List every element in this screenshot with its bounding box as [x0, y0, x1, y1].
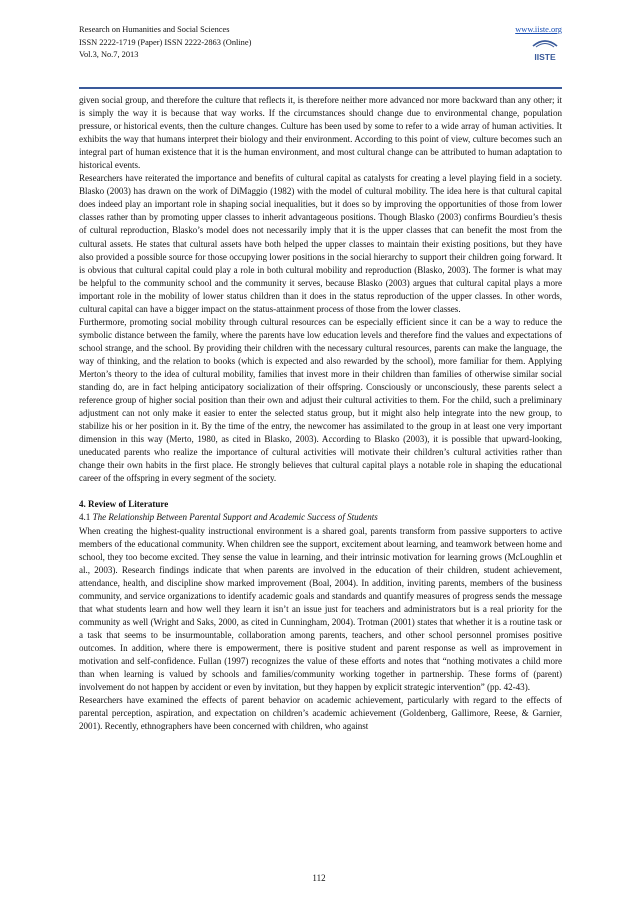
page-body	[79, 94, 562, 733]
paragraph-cultural-capital: Researchers have reiterated the importance and benefits of cultural capital as catalysts for creating a level playing field in a society. Blasko (2003) has drawn on the work of DiMaggio (1982) with the model of cultural mobility. The idea here is that cultural capital does indeed play an important role in shaping social inequalities, but it does so by improving the opportunities of those from lower classes rather than by promoting upper classes to inherit advantageous positions. Though Blasko (2003) confirms Bourdieu’s thesis of cultural reproduction, Blasko’s model does not necessarily imply that it is the upper classes that can benefit the most from the cultural assets. He states that cultural assets have both helped the upper classes to maintain their existing positions, but they have also provided a possible source for those occupying lower positions in the social hierarchy to support their children going forward. It is obvious that cultural capital could play a role in both cultural mobility and reproduction (Blasko, 2003). The former is what may be helpful to the community school and the community it serves, because Blasko (2003) argues that cultural capital plays a more important role in the mobility of lower status children than it does in the status reproduction of the upper classes. In other words, cultural capital can have a bigger impact on the status-attainment process of those from the lower classes.	[79, 173, 562, 314]
subsection-title: The Relationship Between Parental Support and Academic Success of Students	[92, 512, 378, 523]
paragraph-culture: given social group, and therefore the culture that reflects it, is therefore neither more advanced nor more backward than any other; it is simply the way it is because that way works. If the circumstances should change due to environmental change, population pressure, or historical events, then the culture changes. Culture has been used by some to refer to a wide array of human activities. It exhibits the way that humans interpret their biology and their environment. According to this point of view, culture becomes such an integral part of human existence that it is the human environment, and most cultural change can be attributed to human adaptation to historical events.	[79, 95, 562, 171]
journal-title: Research on Humanities and Social Sciences	[79, 25, 230, 34]
journal-url-link[interactable]: www.iiste.org	[515, 25, 562, 34]
logo-text: IISTE	[534, 52, 556, 62]
subsection-heading	[79, 511, 562, 524]
page-header	[79, 24, 562, 94]
iiste-logo-icon	[530, 38, 560, 64]
paragraph-social-mobility: Furthermore, promoting social mobility through cultural resources can be especially efficient since it can be a way to reduce the symbolic distance between the family, where the parents have low education levels and therefore find the values and expectations of school strange, and the school. By providing their children with the necessary cultural resources, parents can make the language, the way of thinking, and the relation to books (which is expected and also rewarded by the school), more familiar for them. Applying Merton’s theory to the idea of cultural mobility, families that invest more in their children than families of otherwise similar social standing do, are in fact helping anticipatory socialization of their offspring. Consciously or unconsciously, these parents select a reference group of higher social position than their own and adjust their cultural activities to them. For the child, such a preliminary adjustment can not only make it easier to enter the selected status group, but it might also help integrate into the new group, to stabilize his or her position in it. By the time of the entry, the newcomer has assimilated to the group in at least one very important dimension in this way (Merto, 1980, as cited in Blasko, 2003). According to Blasko (2003), it is possible that upward-looking, uneducated parents who realize the importance of cultural activities will motivate their children’s cultural activities rather than change their own habits in the first place. He strongly believes that cultural capital plays a notable role in shaping the educational career of the offspring in every segment of the society.	[79, 316, 562, 484]
page-number: 112	[312, 873, 326, 883]
paragraph-parent-behavior: Researchers have examined the effects of parent behavior on academic achievement, particularly with regard to the effects of parental perception, aspiration, and expectation on children’s academic achievement (Goldenberg, Gallimore, Reese, & Garnier, 2001). Recently, ethnographers have been concerned with children, who against	[79, 695, 562, 732]
paragraph-parental-support: When creating the highest-quality instructional environment is a shared goal, parents transform from passive supporters to active members of the educational community. When children see the support, excitement about learning, and teamwork between home and school, they too become excited. They sense the value in learning, and their intrinsic motivation for learning grows (McLoughlin et al., 2003). Research findings indicate that when parents are involved in the education of their children, student achievement, attendance, health, and discipline show marked improvement (Boal, 2004). In addition, inviting parents, members of the business community, and service organizations to identify academic goals and standards and quantify measures of progress sends the message that what students learn and how well they learn it isn’t an issue just for teachers and administrators but is a real priority for the community as well (Wright and Saks, 2000, as cited in Cunningham, 2004). Trotman (2001) states that whether it is a routine task or a task that seems to be insurmountable, collaboration among parents, teachers, and other school personnel promises positive outcomes. In addition, where there is empowerment, there is positive student and parent response as well as improvement in motivation and self-confidence. Fullan (1997) recognizes the value of these efforts and notes that “nothing motivates a child more than when learning is valued by schools and families/community working together in partnership. These forms of (parent) involvement do not happen by accident or even by invitation, but they happen by explicit strategic intervention” (pp. 42-43).	[79, 525, 562, 693]
header-rule	[79, 87, 562, 89]
issn-line: ISSN 2222-1719 (Paper) ISSN 2222-2863 (Online)	[79, 37, 252, 47]
volume-line: Vol.3, No.7, 2013	[79, 50, 139, 59]
subsection-number: 4.1	[79, 512, 93, 523]
section-heading: 4. Review of Literature	[79, 499, 169, 510]
